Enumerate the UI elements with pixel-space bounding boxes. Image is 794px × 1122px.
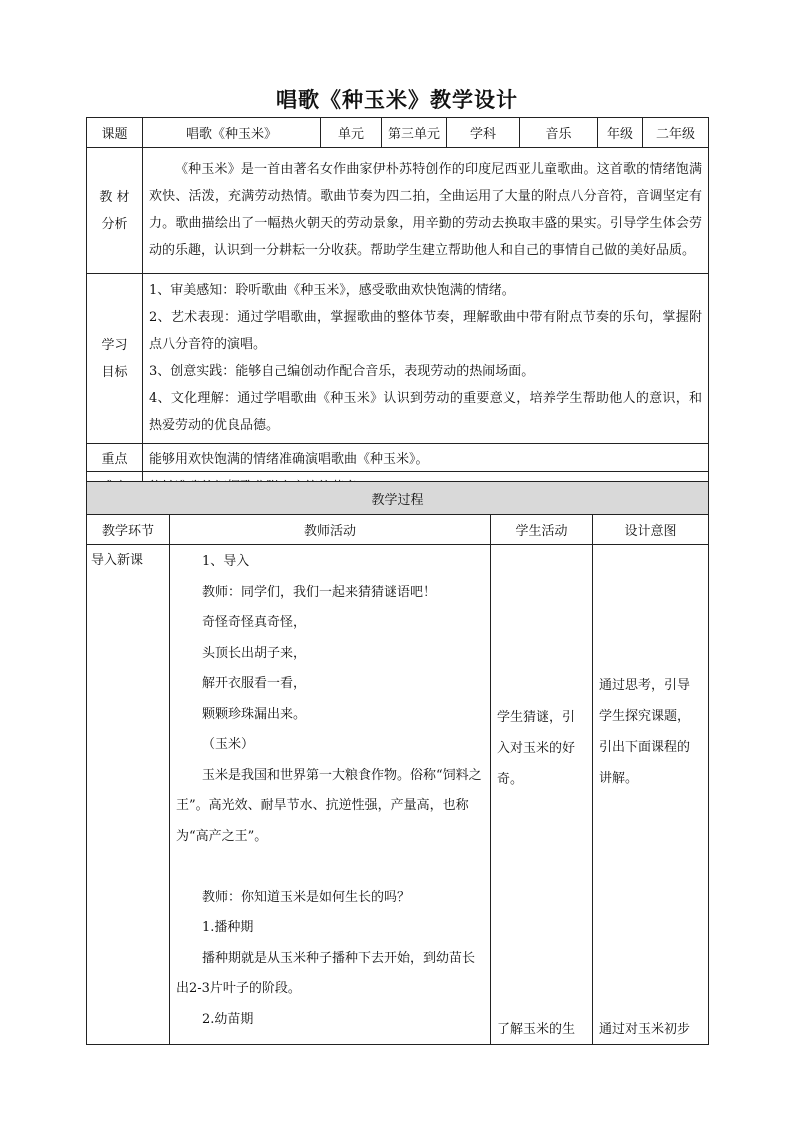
key-point-row bbox=[87, 444, 709, 472]
overview-table bbox=[86, 117, 709, 500]
key-point-label: 重点 bbox=[87, 444, 143, 472]
teacher-line: 颗颗珍珠漏出来。 bbox=[202, 706, 307, 722]
teacher-line: 1、导入 bbox=[202, 554, 250, 569]
design-intent-2: 通过对玉米初步 bbox=[599, 1022, 691, 1037]
topic-label: 课题 bbox=[87, 118, 143, 148]
student-activity-1: 学生猜谜，引入对玉米的好奇。 bbox=[497, 710, 576, 787]
teacher-line-blank bbox=[176, 852, 484, 883]
process-header-row bbox=[87, 482, 709, 515]
process-table bbox=[86, 481, 709, 1045]
unit-label: 单元 bbox=[321, 118, 382, 148]
col-stage-header: 教学环节 bbox=[87, 515, 170, 545]
info-row bbox=[87, 118, 709, 148]
design-intent-cell bbox=[593, 545, 709, 1045]
analysis-label-line-1: 教 材 bbox=[99, 189, 130, 205]
design-intent-1: 通过思考，引导学生探究课题，引出下面课程的讲解。 bbox=[599, 678, 691, 786]
goals-row bbox=[87, 274, 709, 444]
goal-item: 3、创意实践：能够自己编创动作配合音乐，表现劳动的热闹场面。 bbox=[149, 364, 535, 379]
teacher-activity-cell bbox=[170, 545, 491, 1045]
document-title: 唱歌《种玉米》教学设计 bbox=[276, 88, 518, 112]
subject-label: 学科 bbox=[447, 118, 520, 148]
teacher-line: 播种期就是从玉米种子播种下去开始，到幼苗长出2-3片叶子的阶段。 bbox=[176, 950, 476, 996]
col-student-header: 学生活动 bbox=[491, 515, 593, 545]
difficulty-label: 难点 bbox=[87, 472, 143, 500]
process-row-intro bbox=[87, 545, 709, 1045]
col-teacher-header: 教师活动 bbox=[170, 515, 491, 545]
analysis-label bbox=[87, 148, 143, 274]
goal-item: 4、文化理解：通过学唱歌曲《种玉米》认识到劳动的重要意义，培养学生帮助他人的意识，和热爱劳动的优良品德。 bbox=[149, 391, 702, 433]
grade-label: 年级 bbox=[598, 118, 643, 148]
goal-item: 1、审美感知：聆听歌曲《种玉米》，感受歌曲欢快饱满的情绪。 bbox=[149, 283, 515, 298]
teacher-line: 教师：你知道玉米是如何生长的吗？ bbox=[202, 889, 411, 905]
goals-label-line-1: 学习 bbox=[101, 337, 128, 353]
grade-value: 二年级 bbox=[643, 118, 709, 148]
goals-list bbox=[143, 274, 709, 444]
goal-item: 2、艺术表现：通过学唱歌曲，掌握歌曲的整体节奏，理解歌曲中带有附点节奏的乐句，掌握附点八分音符的演唱。 bbox=[149, 310, 702, 352]
student-activity-2: 了解玉米的生 bbox=[497, 1022, 576, 1037]
goals-label bbox=[87, 274, 143, 444]
analysis-label-line-2: 分析 bbox=[101, 216, 128, 232]
analysis-row bbox=[87, 148, 709, 274]
teacher-line: 奇怪奇怪真奇怪， bbox=[202, 615, 307, 630]
teacher-line: 解开衣服看一看， bbox=[202, 676, 307, 691]
teacher-line: 2.幼苗期 bbox=[202, 1011, 254, 1027]
teacher-line: （玉米） bbox=[202, 737, 255, 752]
stage-cell: 导入新课 bbox=[87, 545, 170, 1045]
subject-value: 音乐 bbox=[520, 118, 598, 148]
col-intent-header: 设计意图 bbox=[593, 515, 709, 545]
teacher-line: 玉米是我国和世界第一大粮食作物。俗称“饲料之王”。高光效、耐旱节水、抗逆性强，产量高，也称为“高产之王”。 bbox=[176, 767, 482, 844]
difficulty-text: 能够准确的把握歌曲附点音符的节奏。 bbox=[143, 472, 709, 500]
teacher-line: 1.播种期 bbox=[202, 920, 254, 935]
analysis-text: 《种玉米》是一首由著名女作曲家伊朴苏特创作的印度尼西亚儿童歌曲。这首歌的情绪饱满欢快、活泼，充满劳动热情。歌曲节奏为四二拍，全曲运用了大量的附点八分音符，音调坚定有力。歌曲描绘出了一幅热火朝天的劳动景象，用辛勤的劳动去换取丰盛的果实。引导学生体会劳动的乐趣，认识到一分耕耘一分收获。帮助学生建立帮助他人和自己的事情自己做的美好品质。 bbox=[143, 148, 709, 274]
topic-value: 唱歌《种玉米》 bbox=[143, 118, 321, 148]
key-point-text: 能够用欢快饱满的情绪准确演唱歌曲《种玉米》。 bbox=[143, 444, 709, 472]
teacher-line: 教师：同学们，我们一起来猜猜谜语吧！ bbox=[202, 584, 437, 600]
process-columns-row bbox=[87, 515, 709, 545]
teacher-line: 头顶长出胡子来， bbox=[202, 645, 307, 661]
student-activity-cell bbox=[491, 545, 593, 1045]
process-header: 教学过程 bbox=[87, 482, 709, 515]
goals-label-line-2: 目标 bbox=[101, 364, 128, 380]
unit-value: 第三单元 bbox=[382, 118, 447, 148]
